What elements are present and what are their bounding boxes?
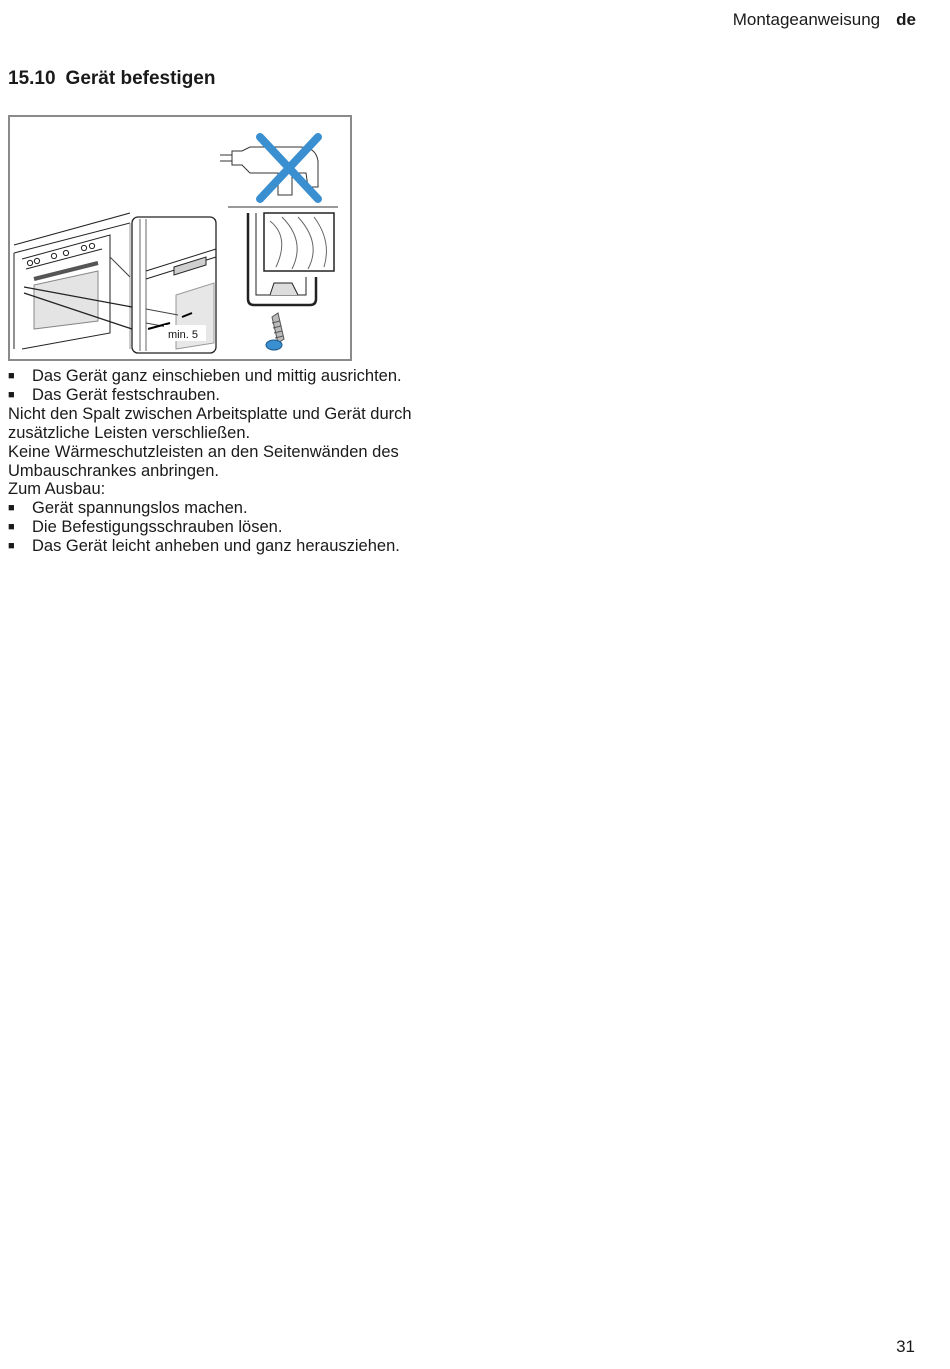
instructions bbox=[8, 367, 448, 556]
bullet-square-icon: ■ bbox=[8, 521, 15, 534]
list-item: ■ Die Befestigungsschrauben lösen. bbox=[8, 518, 283, 537]
language-label: de bbox=[896, 10, 916, 29]
section-heading: Gerät befestigen bbox=[65, 68, 216, 89]
note-heat-strips: Keine Wärmeschutzleisten an den Seitenwänden des Umbauschrankes anbringen. bbox=[8, 442, 399, 480]
page-header bbox=[733, 10, 916, 30]
installation-illustration bbox=[8, 115, 352, 361]
section-title bbox=[8, 68, 215, 90]
list-item: ■ Das Gerät festschrauben. bbox=[8, 385, 221, 404]
list-item: ■ Das Gerät leicht anheben und ganz herausziehen. bbox=[8, 537, 400, 556]
screw-icon bbox=[266, 313, 284, 350]
list-item: ■ Das Gerät ganz einschieben und mittig ausrichten. bbox=[8, 367, 402, 385]
oven-drawing bbox=[14, 213, 130, 349]
bullet-square-icon: ■ bbox=[8, 502, 15, 515]
bracket-cross-section bbox=[228, 207, 338, 305]
dimension-label: min. 5 bbox=[168, 329, 198, 341]
page-number: 31 bbox=[896, 1337, 915, 1356]
removal-heading: Zum Ausbau: bbox=[8, 480, 106, 499]
bullet-square-icon: ■ bbox=[8, 388, 15, 401]
bullet-square-icon: ■ bbox=[8, 370, 15, 382]
bullet-square-icon: ■ bbox=[8, 540, 15, 553]
drill-not-allowed-icon bbox=[220, 137, 318, 199]
detail-inset bbox=[132, 217, 216, 353]
list-item: ■ Gerät spannungslos machen. bbox=[8, 499, 248, 518]
section-number: 15.10 bbox=[8, 68, 56, 89]
note-gap: Nicht den Spalt zwischen Arbeitsplatte und Gerät durch zusätzliche Leisten verschließen. bbox=[8, 404, 412, 442]
document-type-label: Montageanweisung bbox=[732, 10, 881, 29]
